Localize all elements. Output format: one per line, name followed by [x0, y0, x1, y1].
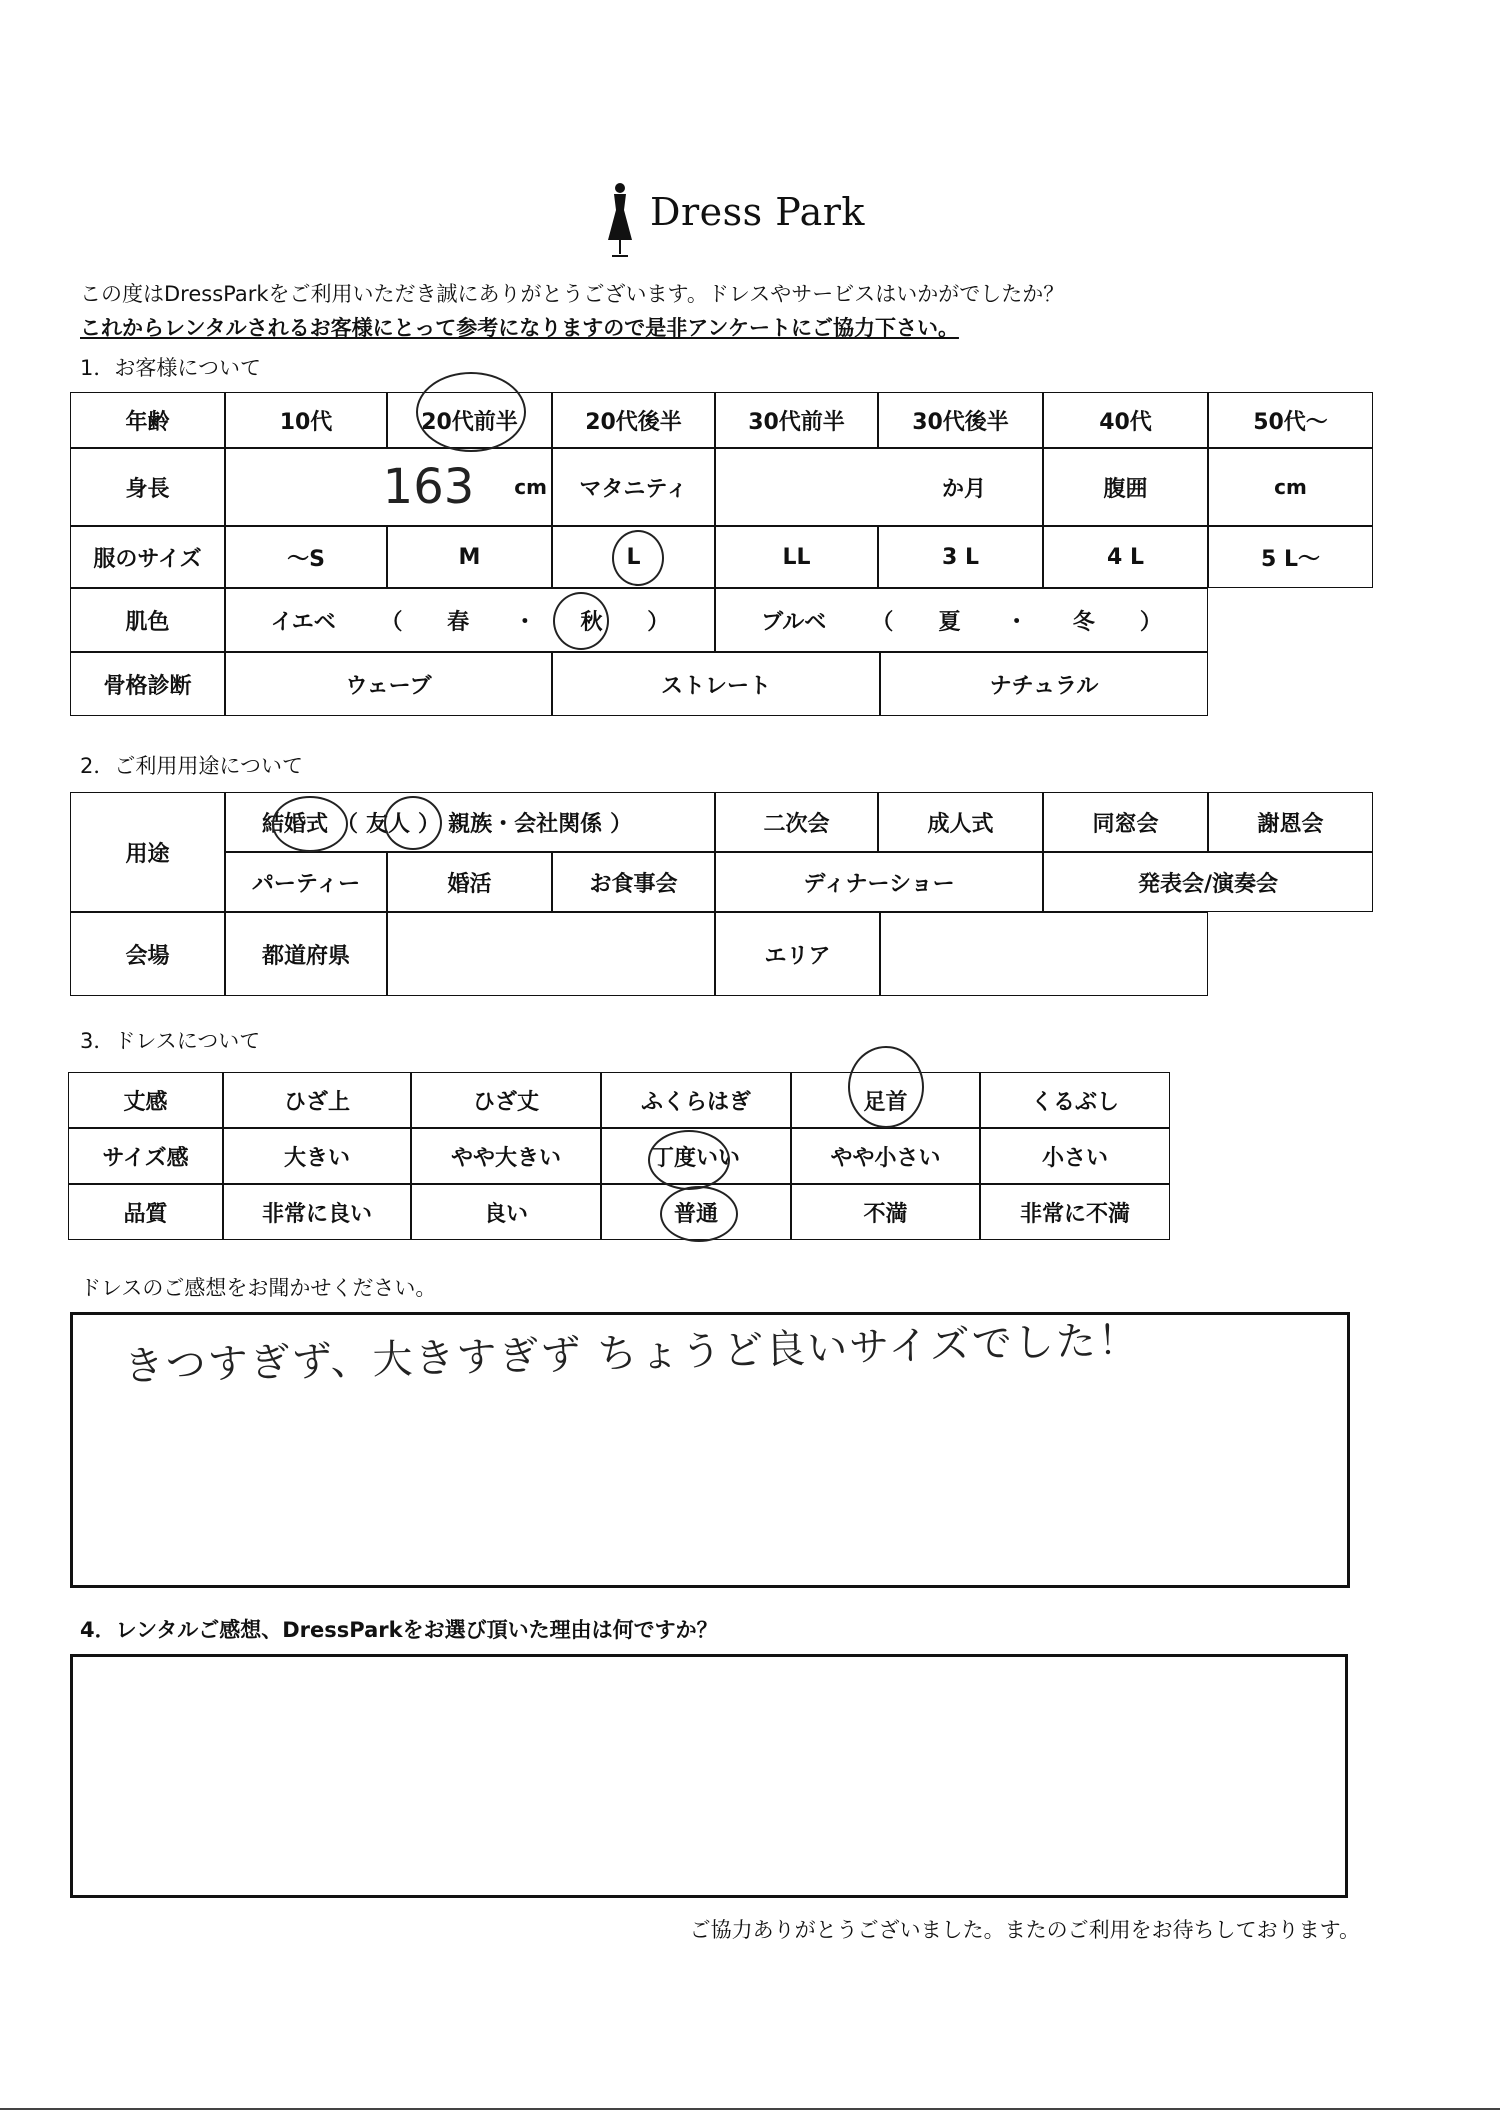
family-company-option[interactable]: 親族・会社関係 — [448, 811, 603, 837]
paren-open: （ — [336, 811, 359, 837]
yellow-base-label: イエベ — [270, 609, 336, 635]
yellow-base-option[interactable] — [225, 588, 715, 652]
purpose-label: 用途 — [70, 792, 225, 912]
length-label: 丈感 — [68, 1072, 223, 1128]
paren-open: （ — [380, 609, 403, 635]
size-option-selected[interactable]: L — [552, 526, 715, 588]
purpose-option[interactable]: お食事会 — [552, 852, 715, 912]
intro-line-1: この度はDressParkをご利用いただき誠にありがとうございます。ドレスやサービスはいかがでしたか？ — [80, 282, 1065, 306]
purpose-option[interactable]: 同窓会 — [1043, 792, 1208, 852]
maternity-label: マタニティ — [552, 448, 715, 526]
quality-option[interactable]: 不満 — [791, 1184, 980, 1240]
quality-option[interactable]: 非常に良い — [223, 1184, 411, 1240]
purpose-option[interactable]: 謝恩会 — [1208, 792, 1373, 852]
length-option[interactable]: ひざ上 — [223, 1072, 411, 1128]
size-label: 服のサイズ — [70, 526, 225, 588]
height-label: 身長 — [70, 448, 225, 526]
size-option[interactable]: LL — [715, 526, 878, 588]
frame-label: 骨格診断 — [70, 652, 225, 716]
length-selection-circle — [848, 1046, 924, 1128]
dress-form-icon — [600, 180, 640, 260]
paren-close: ） — [418, 811, 441, 837]
fit-option[interactable]: やや小さい — [791, 1128, 980, 1184]
paren-close: ） — [610, 811, 633, 837]
area-label: エリア — [715, 912, 880, 996]
comment-prompt: ドレスのご感想をお聞かせください。 — [80, 1276, 437, 1300]
dot-separator: ・ — [513, 609, 536, 635]
section1-title: 1．お客様について — [80, 356, 261, 380]
dresspark-logo — [600, 180, 880, 260]
waist-label: 腹囲 — [1043, 448, 1208, 526]
friend-selection-circle — [384, 796, 442, 850]
size-option[interactable]: ～S — [225, 526, 387, 588]
summer-option[interactable]: 夏 — [938, 609, 961, 635]
length-option[interactable]: ひざ丈 — [411, 1072, 601, 1128]
blue-base-option[interactable] — [715, 588, 1208, 652]
purpose-option[interactable]: 婚活 — [387, 852, 552, 912]
intro-line-2: これからレンタルされるお客様にとって参考になりますので是非アンケートにご協力下さい。 — [80, 316, 959, 340]
venue-label: 会場 — [70, 912, 225, 996]
quality-option[interactable]: 非常に不満 — [980, 1184, 1170, 1240]
rental-reason-box[interactable] — [70, 1654, 1348, 1898]
quality-option-selected[interactable]: 普通 — [601, 1184, 791, 1240]
months-unit: か月 — [941, 476, 986, 502]
purpose-option[interactable]: 成人式 — [878, 792, 1043, 852]
length-option[interactable]: くるぶし — [980, 1072, 1170, 1128]
purpose-option[interactable]: ディナーショー — [715, 852, 1043, 912]
blue-base-label: ブルベ — [761, 609, 827, 635]
wedding-selection-circle — [272, 796, 348, 852]
size-option[interactable]: M — [387, 526, 552, 588]
size-option[interactable]: 5 L～ — [1208, 526, 1373, 588]
dress-comment-box[interactable] — [70, 1312, 1350, 1588]
paren-close: ） — [1139, 609, 1162, 635]
skin-selection-circle — [553, 592, 609, 650]
fit-selection-circle — [648, 1130, 730, 1190]
age-option[interactable]: 30代前半 — [715, 392, 878, 448]
quality-option[interactable]: 良い — [411, 1184, 601, 1240]
section4-title: 4．レンタルご感想、DressParkをお選び頂いた理由は何ですか？ — [80, 1618, 718, 1642]
friend-selected[interactable]: 友人 — [366, 811, 411, 837]
fit-option[interactable]: 小さい — [980, 1128, 1170, 1184]
autumn-option-selected[interactable]: 秋 — [580, 609, 603, 635]
size-option[interactable]: 3 L — [878, 526, 1043, 588]
spring-option[interactable]: 春 — [447, 609, 470, 635]
age-option-selected[interactable]: 20代前半 — [387, 392, 552, 448]
prefecture-label: 都道府県 — [225, 912, 387, 996]
purpose-option[interactable]: 発表会/演奏会 — [1043, 852, 1373, 912]
maternity-months-input[interactable] — [715, 448, 1043, 526]
purpose-option[interactable]: 二次会 — [715, 792, 878, 852]
brand-name: Dress Park — [650, 190, 865, 234]
fit-option[interactable]: やや大きい — [411, 1128, 601, 1184]
height-handwritten: 163 — [382, 459, 475, 515]
frame-option[interactable]: ナチュラル — [880, 652, 1208, 716]
area-input[interactable] — [880, 912, 1208, 996]
length-option[interactable]: ふくらはぎ — [601, 1072, 791, 1128]
fit-option-selected[interactable]: 丁度いい — [601, 1128, 791, 1184]
length-option-selected[interactable]: 足首 — [791, 1072, 980, 1128]
age-label: 年齢 — [70, 392, 225, 448]
age-option[interactable]: 50代～ — [1208, 392, 1373, 448]
prefecture-input[interactable] — [387, 912, 715, 996]
frame-option[interactable]: ストレート — [552, 652, 880, 716]
quality-selection-circle — [660, 1186, 738, 1242]
footer-thanks: ご協力ありがとうございました。またのご利用をお待ちしております。 — [689, 1918, 1360, 1942]
wedding-selected[interactable]: 結婚式 — [262, 811, 329, 837]
paren-open: （ — [871, 609, 894, 635]
skin-label: 肌色 — [70, 588, 225, 652]
quality-label: 品質 — [68, 1184, 223, 1240]
age-option[interactable]: 40代 — [1043, 392, 1208, 448]
size-option[interactable]: 4 L — [1043, 526, 1208, 588]
paren-close: ） — [647, 609, 670, 635]
age-selection-circle — [416, 372, 526, 452]
size-selection-circle — [612, 530, 664, 586]
scan-edge-line — [0, 2108, 1500, 2110]
section2-title: 2．ご利用用途について — [80, 754, 303, 778]
fit-option[interactable]: 大きい — [223, 1128, 411, 1184]
age-option[interactable]: 10代 — [225, 392, 387, 448]
purpose-option[interactable]: パーティー — [225, 852, 387, 912]
dress-comment-handwritten: きつすぎず、大きすぎず ちょうど良いサイズでした！ — [123, 1317, 1141, 1390]
age-option[interactable]: 20代後半 — [552, 392, 715, 448]
fit-label: サイズ感 — [68, 1128, 223, 1184]
dot-separator: ・ — [1005, 609, 1028, 635]
height-input[interactable] — [225, 448, 552, 526]
frame-option[interactable]: ウェーブ — [225, 652, 552, 716]
height-unit: cm — [514, 475, 547, 499]
waist-unit[interactable]: cm — [1208, 448, 1373, 526]
section3-title: 3．ドレスについて — [80, 1029, 261, 1053]
winter-option[interactable]: 冬 — [1072, 609, 1095, 635]
age-option[interactable]: 30代後半 — [878, 392, 1043, 448]
